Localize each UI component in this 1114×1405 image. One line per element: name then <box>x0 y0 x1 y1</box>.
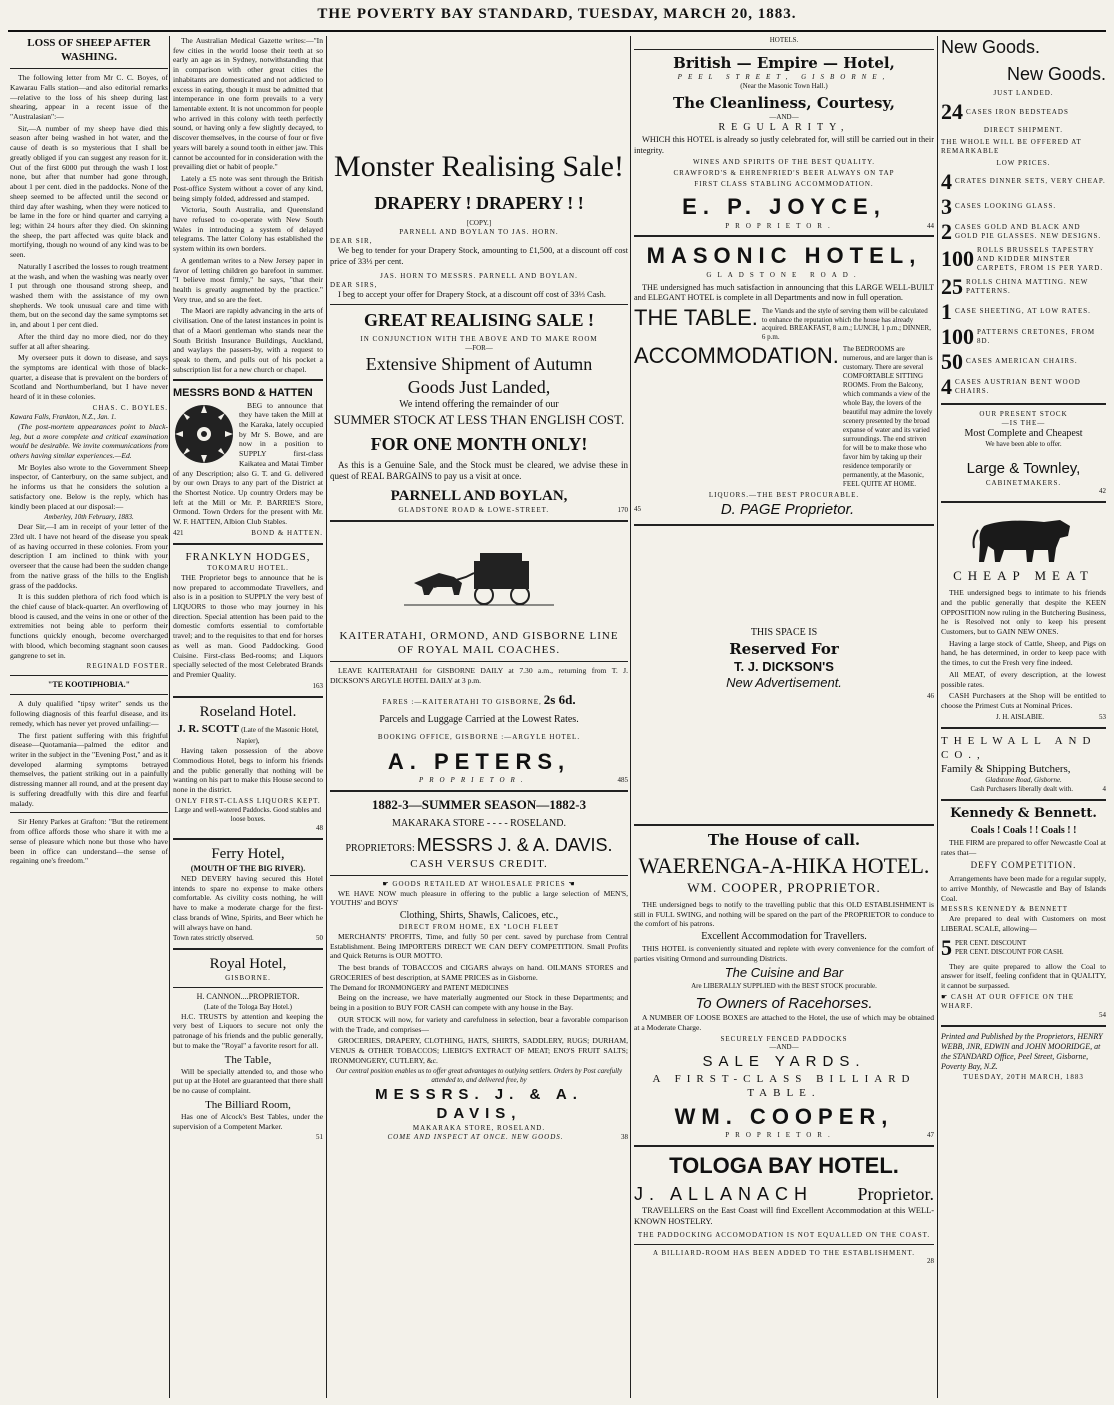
ad-line: JAS. HORN TO MESSRS. PARNELL AND BOYLAN. <box>380 271 578 280</box>
ad-line: WINES AND SPIRITS OF THE BEST QUALITY. <box>692 158 876 167</box>
ad-headline: Extensive Shipment of Autumn <box>365 354 593 375</box>
proprietor-name: H. CANNON....PROPRIETOR. <box>196 992 300 1002</box>
ad-line: Cash Purchasers liberally dealt with. <box>970 784 1073 793</box>
stock-item <box>941 373 1106 399</box>
article-paragraph: It is this sudden plethora of rich food which is the chief cause of black-quarter. An overflowing of blood is caused, and the veins in one or other of the extremities not being able to perform their functions quickly enough, become overcharged with blood, which becoming stagnant soon causes gangrene to set in. <box>10 592 168 660</box>
divider <box>173 379 323 381</box>
ad-subhead: To Owners of Racehorses. <box>695 994 873 1012</box>
stock-item <box>941 159 1106 168</box>
ad-headline: New Goods. <box>1006 64 1106 85</box>
ad-headline: FOR ONE MONTH ONLY! <box>370 433 588 454</box>
ad-number: 485 <box>617 776 628 785</box>
divider <box>330 790 628 792</box>
ad-number: 45 <box>634 504 641 513</box>
ad-line: BOOKING OFFICE, GISBORNE :—ARGYLE HOTEL. <box>377 733 581 742</box>
ad-line: (Near the Masonic Town Hall.) <box>740 82 828 91</box>
ad-line: CASH AT OUR OFFICE ON THE WHARF. <box>941 992 1074 1010</box>
ad-line: PER CENT. DISCOUNT <box>955 938 1027 947</box>
stock-text: LOW PRICES. <box>996 158 1051 167</box>
ad-line: PROPRIETORS: <box>345 842 415 854</box>
section-heading: HOTELS. <box>769 36 799 44</box>
ad-body: OUR STOCK will now, for variety and carefulness in selection, bear a favorable comparison with the Trade, and comprises— <box>330 1014 628 1034</box>
stock-qty: 2 <box>941 218 952 244</box>
ad-number: 51 <box>316 1133 323 1142</box>
pointing-hand-icon: ☛ <box>382 879 390 888</box>
ad-body: TRAVELLERS on the East Coast will find Excellent Accommodation at this WELL-KNOWN HOSTELRY. <box>634 1206 934 1226</box>
ad-subhead: The Billiard Room, <box>205 1098 291 1111</box>
ad-line: CRAWFORD'S & EHRENFRIED'S BEER ALWAYS ON TAP <box>673 169 895 178</box>
divider <box>330 875 628 876</box>
ad-line: DEAR SIR, <box>330 237 373 246</box>
ad-line: THIS SPACE IS <box>750 626 818 638</box>
ad-body: Are prepared to deal with Customers on most LIBERAL SCALE, allowing— <box>941 914 1106 933</box>
ad-headline: Most Complete and Cheapest <box>964 427 1083 439</box>
stock-qty: 24 <box>941 99 963 125</box>
ad-headline: D. PAGE Proprietor. <box>720 500 855 518</box>
ad-body: WHICH this HOTEL is already so justly celebrated for, will still be carried out in their integrity. <box>634 134 934 155</box>
column-3 <box>330 36 628 1398</box>
ad-line: Large and well-watered Paddocks. Good stables and loose boxes. <box>174 805 322 823</box>
stock-list <box>941 101 1106 398</box>
stock-text: CASES AMERICAN CHAIRS. <box>966 357 1078 366</box>
ad-body: The BEDROOMS are numerous, and are larger than is customary. There are several COMFORTABLE SITTING ROOMS. From the Balcony, which commands a view of the whole Bay, the lovers of the beautiful may admire the lovely scenery presented by the broad expanse of water and its varied surroundings. The end striven for will be to make those who favor him by taking up their residence temporarily or permanently, at the Masonic, FEEL QUITE AT HOME. <box>842 345 933 488</box>
ad-body: LEAVE KAITERATAHI for GISBORNE DAILY at 7.30 a.m., returning from T. J. DICKSON'S ARGYLE HOTEL DAILY at 3 p.m. <box>330 666 628 685</box>
article-paragraph: Dear Sir,—I am in receipt of your letter of the 23rd ult. I have not heard of the disease you speak of as having occurred in these colonies. From your description I am inclined to think with your overseer that the cause had been the sudden change from the native grass of the hills to the English grass of the paddocks. <box>10 522 168 590</box>
discount-number: 5 <box>941 934 952 960</box>
ad-title: Ferry Hotel, <box>211 845 285 862</box>
divider <box>634 824 934 826</box>
ad-line: —AND— <box>769 1043 799 1052</box>
stock-item <box>941 348 1106 374</box>
ad-headline: The Cleanliness, Courtesy, <box>673 94 895 113</box>
ad-number: 163 <box>312 681 323 690</box>
divider <box>634 524 934 526</box>
ad-headline: E. P. JOYCE, <box>682 194 886 220</box>
stock-text: CASE SHEETING, AT LOW RATES. <box>955 307 1091 316</box>
ad-line: PROPRIETOR. <box>725 1130 836 1139</box>
article-paragraph: Lately a £5 note was sent through the British Post-office System without a cover of any kind, being simply folded, addressed and stamped. <box>173 174 323 203</box>
ad-address: GLADSTONE ROAD & LOWE-STREET. <box>398 506 550 515</box>
ad-title: FRANKLYN HODGES, <box>185 550 311 563</box>
masthead-rule <box>8 30 1106 32</box>
ad-subhead: ACCOMMODATION. <box>634 343 839 369</box>
stock-item <box>941 273 1106 299</box>
ad-line: DEAR SIRS, <box>330 280 378 289</box>
circular-saw-illustration <box>173 403 235 465</box>
divider <box>10 694 168 695</box>
divider <box>10 68 168 69</box>
ad-body: H.C. TRUSTS by attention and keeping the very best of Liquors to secure not only the patronage of his friends and the public generally, but to make the "Royal" a favorite resort for all. <box>173 1011 323 1050</box>
ad-line: COME AND INSPECT AT ONCE. NEW GOODS. <box>387 1132 564 1141</box>
ad-body: THE undersigned begs to notify to the travelling public that this OLD ESTABLISHMENT is still in FULL SWING, and nothing will be spared on the part of the PROPRIETOR to conduce to the comfort of his patrons. <box>634 899 934 929</box>
ad-headline: DRAPERY ! DRAPERY ! ! <box>374 193 584 214</box>
ad-number: 170 <box>617 506 628 515</box>
stock-qty: 3 <box>941 193 952 219</box>
stock-item <box>941 323 1106 349</box>
stock-item <box>941 218 1106 244</box>
ad-body: BEG to announce that they have taken the Mill at the Karaka, lately occupied by Mr S. Bowe, and are now in a position to SUPPLY first-class Kaikatea and Matai Timber of any Description; also G. T. and G. delivered by our own Drays to any part of the District at the Shortest Notice. Up country Orders may be left at the Mill or Mr. P. BARRIE'S Store, Ormond. Town Orders for the present with Mr. W. F. HATTEN, Albion Club Stables. <box>173 400 323 527</box>
proprietor-name: J. ALLANACH <box>634 1184 814 1205</box>
stock-text: DIRECT SHIPMENT. <box>983 126 1064 135</box>
ad-body: Having a large stock of Cattle, Sheep, and Pigs on hand, he has determined, in order to keep pace with the times, to cut the Fresh very fine indeed. <box>941 638 1106 668</box>
ad-title: Roseland Hotel. <box>199 703 297 720</box>
ad-body: Has one of Alcock's Best Tables, under the supervision of a Competent Marker. <box>173 1111 323 1131</box>
ad-headline: MESSRS. J. & A. DAVIS, <box>375 1086 583 1123</box>
ad-line: LIQUORS.—THE BEST PROCURABLE. <box>708 490 860 499</box>
ad-line: We have been able to offer. <box>985 440 1062 449</box>
stagecoach-illustration <box>404 543 554 613</box>
ad-address: PEEL STREET, GISBORNE, <box>677 73 891 82</box>
stock-text: PATTERNS CRETONES, FROM 8D. <box>977 327 1096 345</box>
stock-qty: 50 <box>941 348 963 374</box>
article-paragraph: A duly qualified "tipsy writer" sends us the following diagnosis of this fearful disease, and its remedy, which has never yet proved unfailing:— <box>10 699 168 728</box>
article-paragraph: The following letter from Mr C. C. Boyes, of Kawarau Falls station—and also editorial remarks—relative to the loss of his sheep during last shearing, appear in a recent issue of the "Australasian":— <box>10 73 168 122</box>
article-title: LOSS OF SHEEP AFTER WASHING. <box>27 37 151 64</box>
ad-subtitle: GISBORNE. <box>225 974 271 983</box>
divider <box>173 543 323 545</box>
ad-headline: KAITERATAHI, ORMOND, AND GISBORNE LINE <box>339 630 619 643</box>
column-2 <box>173 36 323 1398</box>
ad-line: IN CONJUNCTION WITH THE ABOVE AND TO MAKE ROOM <box>360 335 598 344</box>
ad-headline: GREAT REALISING SALE ! <box>364 310 594 331</box>
ad-line: The Demand for IRONMONGERY and PATENT MEDICINES <box>330 984 509 993</box>
dateline: Kawara Falls, Frankton, N.Z., Jan. 1. <box>10 412 117 421</box>
ad-headline: T. J. DICKSON'S <box>734 658 834 674</box>
proprietor-name: J. R. SCOTT <box>177 722 240 735</box>
ad-number: 28 <box>927 1257 934 1266</box>
divider <box>634 1145 934 1147</box>
masthead: THE POVERTY BAY STANDARD, TUESDAY, MARCH 20, 1883. <box>317 6 797 22</box>
ad-headline: WAERENGA-A-HIKA HOTEL. <box>638 853 930 879</box>
ad-headline: Kennedy & Bennett. <box>950 805 1097 821</box>
article-paragraph: My overseer puts it down to disease, and says the symptoms are identical with those of black-quarter, a disease that is prevalent on the borders of Scotland and Northumberland, but I have never heard of it in these colonies. <box>10 353 168 402</box>
imprint-date: TUESDAY, 20TH MARCH, 1883 <box>963 1072 1084 1081</box>
ad-number: 47 <box>927 1130 934 1139</box>
ad-body: GROCERIES, DRAPERY, CLOTHING, HATS, SHIRTS, SADDLERY, RUGS; DURHAM, VENUS & OTHER TOBACCOS; LIEBIG'S EXTRACT OF MEAT; ENO'S FRUIT SALTS; IRONMONGERY, CUTLERY, &c. <box>330 1036 628 1065</box>
ad-line: Are LIBERALLY SUPPLIED with the BEST STOCK procurable. <box>691 981 877 990</box>
divider <box>941 727 1106 729</box>
stock-qty: 4 <box>941 373 952 399</box>
ad-headline: WM. COOPER, PROPRIETOR. <box>687 880 881 896</box>
ad-headline: SALE YARDS. <box>702 1053 866 1071</box>
stock-item <box>941 168 1106 194</box>
ad-body: MERCHANTS' PROFITS, Time, and fully 50 per cent. saved by purchase from Central Establishment. Being IMPORTERS DIRECT WE CAN DEFY COMPETITION. Small Profits and Quick Returns is OUR MOTTO. <box>330 931 628 961</box>
ad-body: As this is a Genuine Sale, and the Stock must be cleared, we advise these in quest of REAL BARGAINS to pay us a visit at once. <box>330 459 628 482</box>
stock-qty: 100 <box>941 323 974 349</box>
divider <box>173 948 323 950</box>
ad-body: CASH Purchasers at the Shop will be entitled to choose the Primest Cuts at Nominal Prices. <box>941 691 1106 710</box>
divider <box>173 696 323 698</box>
ad-headline: Large & Townley, <box>966 460 1081 478</box>
ad-line: REGULARITY, <box>718 122 850 134</box>
stock-text: CASES AUSTRIAN BENT WOOD CHAIRS. <box>955 377 1081 395</box>
stock-text: CASES LOOKING GLASS. <box>955 202 1057 211</box>
ad-address: MAKARAKA STORE, ROSELAND. <box>412 1123 546 1132</box>
ad-signature: J. H. AISLABIE. <box>995 712 1045 721</box>
ad-signature: BOND & HATTEN. <box>251 528 323 537</box>
stock-item <box>941 246 1106 273</box>
pointing-hand-icon: ☚ <box>568 879 576 888</box>
ad-number: 54 <box>1099 1010 1106 1019</box>
divider <box>634 49 934 50</box>
column-divider <box>169 36 170 1398</box>
article-paragraph: The Australian Medical Gazette writes:—"In few cities in the world loose their teeth at so early an age as in Sydney, notwithstanding that in comparison with other great cities the inhabitants are domesticated and not addicted to excess in eating, though it must be admitted that intemperance in one form prevails to a very lamentable extent. It is not uncommon for people who arrived in this colony with teeth perfectly sound, or having only a few slightly decayed, to discover themselves, in the course of four or five years will barely a sound tooth in either jaw. This cannot be accounted for in consideration with the prevailing diet or habit of people." <box>173 36 323 172</box>
ad-line: [COPY.] <box>466 219 492 228</box>
editor-note: (The post-mortem appearances point to black-leg, but a more complete and critical examination would be desirable. We invite communications from others having similar experiences.—Ed. <box>10 421 168 460</box>
article-paragraph: Naturally I ascribed the losses to rough treatment at the wash, and when the washing was nearly over I put through one thousand strong sheep, and washed them with the assistance of my own shepherds. We took unusual care and time with them, but on the second day the same symptoms set in, and about 1 per cent died. <box>10 261 168 330</box>
ad-line: PROPRIETOR. <box>418 776 529 785</box>
ad-body: Being on the increase, we have materially augmented our Stock in these Departments; and being in a position to BUY FOR CASH can compete with any house in the Bay. <box>330 993 628 1013</box>
article-paragraph: Mr Boyles also wrote to the Government Sheep inspector, of Canterbury, on the same subject, and he informs us that he considers the solution a satisfactory one. Below is the reply, which has kindly been placed at our disposal:— <box>10 462 168 511</box>
ad-line: —FOR— <box>465 344 493 353</box>
ad-headline: DEFY COMPETITION. <box>970 859 1077 870</box>
ad-headline: PARNELL AND BOYLAN, <box>390 487 568 504</box>
ad-body: Our central position enables us to offer great advantages to outlying settlers. Orders by Post carefully attended to, and delivered free, by <box>335 1067 623 1085</box>
stock-item <box>941 298 1106 324</box>
signature: REGINALD FOSTER. <box>86 662 168 671</box>
divider <box>10 812 168 813</box>
ad-line: SECURELY FENCED PADDOCKS <box>720 1034 848 1043</box>
ad-line: Parcels and Luggage Carried at the Lowest Rates. <box>379 714 579 726</box>
ad-body: THE undersigned has much satisfaction in announcing that this LARGE WELL-BUILT and ELEGANT HOTEL is complete in all Departments and now in full operation. <box>634 282 934 303</box>
ad-number: 38 <box>621 1132 628 1141</box>
ad-number: 53 <box>1099 712 1106 721</box>
stock-text: ROLLS CHINA MATTING. NEW PATTERNS. <box>966 277 1089 295</box>
ad-body: WE HAVE NOW much pleasure in offering to the public a large selection of MEN'S, YOUTHS' and BOYS' <box>330 888 628 908</box>
ad-subhead: The Cuisine and Bar <box>724 965 844 981</box>
ad-line: MAKARAKA STORE - - - - ROSELAND. <box>392 817 566 829</box>
stock-qty: 1 <box>941 298 952 324</box>
ad-bond-hatten <box>173 401 323 538</box>
ad-headline: CHEAP MEAT <box>953 568 1094 584</box>
ad-line: A BILLIARD-ROOM HAS BEEN ADDED TO THE ESTABLISHMENT. <box>652 1248 916 1257</box>
ad-headline: Coals ! Coals ! ! Coals ! ! <box>970 825 1077 837</box>
stock-item <box>941 101 1106 123</box>
article-paragraph: Sir,—A number of my sheep have died this season after being washed in hot water, and the cause of death is so mysterious that I shall be greatly obliged if you can suggest any reason for it. Out of the first 6000 put through the wash I lost none, but after that number had gone through, about 1 per cent. died in the paddocks. None of the sheep seemed to be affected until the second or third day after washing, when they were noticed to be lame in the fore or hind quarter and carrying a leg; within 24 hours after they died. On skinning the sheep, the part affected was quite black and mortifying, though no wound of any kind was to be seen. <box>10 123 168 260</box>
ad-headline: TOLOGA BAY HOTEL. <box>669 1152 899 1178</box>
ad-number: 50 <box>316 934 323 943</box>
ad-line: —IS THE— <box>1001 418 1046 427</box>
ad-line: OUR PRESENT STOCK <box>979 409 1068 418</box>
ad-body: Arrangements have been made for a regular supply, to arrive Monthly, of Newcastle and Bay of Islands Coal. <box>941 874 1106 903</box>
ad-line: FIRST CLASS STABLING ACCOMMODATION. <box>694 180 874 189</box>
article-paragraph: After the third day no more died, nor do they suffer at all after shearing. <box>10 331 168 351</box>
ad-line: Clothing, Shirts, Shawls, Calicoes, etc., <box>399 910 559 922</box>
ad-number: 46 <box>927 692 934 700</box>
ad-number: 421 <box>173 528 184 537</box>
stock-text: THE WHOLE WILL BE OFFERED AT REMARKABLE <box>941 137 1082 155</box>
article-paragraph: Victoria, South Australia, and Queensland have refused to co-operate with New South Wales in introducing a system of delayed telegrams. The latter Colony has established the system within its own borders. <box>173 205 323 254</box>
stock-qty: 4 <box>941 168 952 194</box>
ad-line: Town rates strictly observed. <box>173 934 254 943</box>
bull-illustration <box>964 508 1084 568</box>
ad-headline: MASONIC HOTEL, <box>646 243 922 269</box>
ad-headline: A. PETERS, <box>387 749 571 775</box>
ad-headline: Proprietor. <box>857 1184 934 1205</box>
stock-item <box>941 138 1106 156</box>
ad-headline: SUMMER STOCK AT LESS THAN ENGLISH COST. <box>333 412 625 428</box>
article-paragraph: A gentleman writes to a New Jersey paper in favor of letting children go barefoot in summer. "I believe most firmly," he says, "that their health is greatly augmented by the practice." Very true, and so are the feet. <box>173 255 323 304</box>
ad-headline: Family & Shipping Butchers, <box>941 762 1071 775</box>
ad-line: THE PADDOCKING ACCOMODATION IS NOT EQUALLED ON THE COAST. <box>637 1230 931 1239</box>
signature: CHAS. C. BOYLES. <box>92 403 168 412</box>
article-paragraph: Sir Henry Parkes at Grafton: "But the retirement from office affords those who share it with me a sense of pleasure which none but those who have been in office can understand—the sense of regaining one's freedom." <box>10 817 168 866</box>
ad-line: We intend offering the remainder of our <box>399 399 559 411</box>
ad-title: MESSRS BOND & HATTEN <box>173 387 313 400</box>
ad-headline: Reserved For <box>729 639 839 658</box>
stock-qty: 100 <box>941 246 974 272</box>
ad-headline: British — Empire — Hotel, <box>673 53 895 72</box>
ad-body: All MEAT, of every description, at the lowest possible rates. <box>941 669 1106 689</box>
ad-number: 44 <box>927 221 934 230</box>
ad-body: Will be specially attended to, and those who put up at the Hotel are guaranteed that there shall be no cause of complaint. <box>173 1066 323 1096</box>
pointing-hand-icon: ☛ <box>941 992 949 1001</box>
column-divider <box>937 36 938 1398</box>
ad-line: DIRECT FROM HOME, EX "LOCH FLEET <box>398 922 560 931</box>
ad-body: The best brands of TOBACCOS and CIGARS always on hand. OILMANS STORES and GROCERIES of best description, at SAME PRICES as in Gisborne. <box>330 962 628 982</box>
stock-text: ROLLS BRUSSELS TAPESTRY AND KIDDER MINSTER CARPETS, FROM 1S PER YARD. <box>977 245 1104 272</box>
divider <box>330 304 628 305</box>
ad-body: THE Proprietor begs to announce that he is now prepared to accommodate Travellers, and also is in a position to SUPPLY the very best of LIQUORS to those who may journey in his direction. Special attention has been paid to the domestic comforts essential to comfortable travel; and to the requisites to that end for horses as well as man. Good Paddocking. Good Cuisine. First-class Bed-rooms; and Liquors specially selected of the most Celebrated Brands and Premier Quality. <box>173 572 323 680</box>
stock-text: CASES GOLD AND BLACK AND GOLD PIE GLASSES. NEW DESIGNS. <box>955 222 1102 240</box>
ad-headline: Monster Realising Sale! <box>334 150 624 183</box>
ad-headline: New Goods. <box>941 37 1041 57</box>
divider <box>173 838 323 840</box>
ad-title: Royal Hotel, <box>209 956 287 973</box>
dateline: Amberley, 10th February, 1883. <box>44 513 134 522</box>
column-5 <box>941 36 1106 1398</box>
stock-qty: 25 <box>941 273 963 299</box>
ad-line: A FIRST-CLASS BILLIARD TABLE. <box>652 1072 916 1099</box>
ad-headline: WM. COOPER, <box>674 1103 894 1129</box>
ad-address: GLADSTONE ROAD. <box>706 270 862 279</box>
imprint: Printed and Published by the Proprietors, HENRY WEBB, JNR, EDWIN and JOHN MOORIDGE, at the STANDARD Office, Peel Street, Gisborne, Poverty Bay, N.Z. <box>941 1031 1103 1072</box>
divider <box>941 501 1106 503</box>
ad-subtitle: (MOUTH OF THE BIG RIVER). <box>190 863 306 873</box>
stock-item <box>941 126 1106 135</box>
ad-body: Having taken possession of the above Commodious Hotel, begs to inform his friends and the public generally that nothing will be wanting on his part to make this House second to none in the district. <box>173 746 323 795</box>
ad-line: PER CENT. DISCOUNT FOR CASH. <box>955 947 1064 956</box>
divider <box>330 661 628 662</box>
ad-body: A NUMBER OF LOOSE BOXES are attached to the Hotel, the use of which may be obtained at a Moderate Charge. <box>634 1013 934 1032</box>
ad-headline: THELWALL AND CO., <box>941 734 1097 761</box>
ad-headline: New Advertisement. <box>726 675 842 691</box>
divider <box>330 520 628 522</box>
divider <box>941 1025 1106 1027</box>
proprietor-note: (Late of the Tologa Bay Hotel.) <box>203 1002 293 1011</box>
ad-body: We beg to tender for your Drapery Stock, amounting to £1,500, at a discount off cost price of 33⅓ per cent. <box>330 246 628 267</box>
ad-line: PARNELL AND BOYLAN TO JAS. HORN. <box>399 228 559 237</box>
article-paragraph: The first patient suffering with this frightful disease—Quotamania—palmed the editor and writer in the subject in the "Evening Post," and as it developed alarming symptoms betrayed themselves, the patient striking out in a painfully distressing manner all round, and at the present day is suffering dreadfully with this dire and fearful malady. <box>10 730 168 808</box>
ad-body: I beg to accept your offer for Drapery Stock, at a discount off cost of 33⅓ Cash. <box>338 289 606 299</box>
ad-line: ☛ GOODS RETAILED AT WHOLESALE PRICES ☚ <box>382 879 576 888</box>
ad-line: ONLY FIRST-CLASS LIQUORS KEPT. <box>175 796 321 805</box>
column-divider <box>326 36 327 1398</box>
ad-subhead: THE TABLE. <box>634 304 758 330</box>
ad-subhead: The Table, <box>224 1053 272 1066</box>
divider <box>941 403 1106 405</box>
divider <box>634 1244 934 1245</box>
ad-body: THIS HOTEL is conveniently situated and replete with every convenience for the comfort of parties visiting Ormond and surrounding Districts. <box>634 943 934 963</box>
proprietor-note: (Late of the Masonic Hotel, Napier), <box>236 725 319 745</box>
ad-subtitle: TOKOMARU HOTEL. <box>207 563 289 572</box>
ad-body: THE undersigned begs to intimate to his friends and the public generally that despite the KEEN OPPOSITION now ruling in the Butchering Business, he is Resolved not only to keep his present Customers, but to GAIN NEW ONES. <box>941 588 1106 636</box>
article-title: "TE KOOTIPHOBIA." <box>47 680 131 690</box>
ad-line: MESSRS KENNEDY & BENNETT <box>941 905 1068 914</box>
column-4 <box>634 36 934 1398</box>
ad-line: JUST LANDED. <box>993 89 1054 98</box>
ad-line: —AND— <box>769 113 799 122</box>
stock-text: CASES IRON BEDSTEADS <box>966 107 1069 116</box>
ad-line: PROPRIETOR. <box>725 221 836 230</box>
fares-value: 2s 6d. <box>543 691 576 707</box>
ad-headline: The House of call. <box>707 830 861 849</box>
divider <box>634 235 934 237</box>
divider <box>10 675 168 676</box>
ad-number: 42 <box>1099 487 1106 496</box>
ad-headline: CASH VERSUS CREDIT. <box>410 857 548 870</box>
divider <box>941 799 1106 801</box>
ad-line: Excellent Accommodation for Travellers. <box>701 931 867 943</box>
article-paragraph: The Maori are rapidly advancing in the arts of civilisation. One of the latest instances in point is that of a Maori gentleman who stands near the South British Insurance Buildings, Auckland, and waylays the passers-by, with a request to speak to them, and pulls out of his pocket a subscription list for a new church or chapel. <box>173 306 323 374</box>
divider <box>173 987 323 988</box>
ad-body: NED DEVERY having secured this Hotel intends to spare no expense to make others comfortable. As civility costs nothing, he will have to make a moderate charge for the first-class brands of Wine, Spirits, and Beer which he will always have on hand. <box>173 874 323 932</box>
stock-text: CRATES DINNER SETS, VERY CHEAP. <box>955 177 1106 186</box>
ad-headline: 1882-3—SUMMER SEASON—1882-3 <box>371 797 587 813</box>
ad-number: 4 <box>1102 784 1106 793</box>
column-divider <box>630 36 631 1398</box>
ad-headline: Goods Just Landed, <box>407 377 551 398</box>
ad-address: Gladstone Road, Gisborne. <box>985 775 1062 784</box>
ad-body: THE FIRM are prepared to offer Newcastle Coal at rates that— <box>941 838 1106 857</box>
ad-headline: OF ROYAL MAIL COACHES. <box>397 644 561 657</box>
ad-body: They are quite prepared to allow the Coal to answer for itself, feeling confident that in QUALITY, it cannot be surpassed. <box>941 961 1106 991</box>
ad-number: 48 <box>316 823 323 832</box>
ad-headline: MESSRS J. & A. DAVIS. <box>416 834 613 855</box>
ad-line: CABINETMAKERS. <box>985 478 1062 487</box>
ad-body: The Viands and the style of serving them will be calculated to enhance the reputation which the house has already acquired. BREAKFAST, 8 a.m.; LUNCH, 1 p.m.; DINNER, 6 p.m. <box>761 306 931 342</box>
stock-item <box>941 193 1106 219</box>
column-1 <box>10 36 168 1398</box>
fares-label: FARES :—KAITERATAHI TO GISBORNE, <box>382 697 542 706</box>
